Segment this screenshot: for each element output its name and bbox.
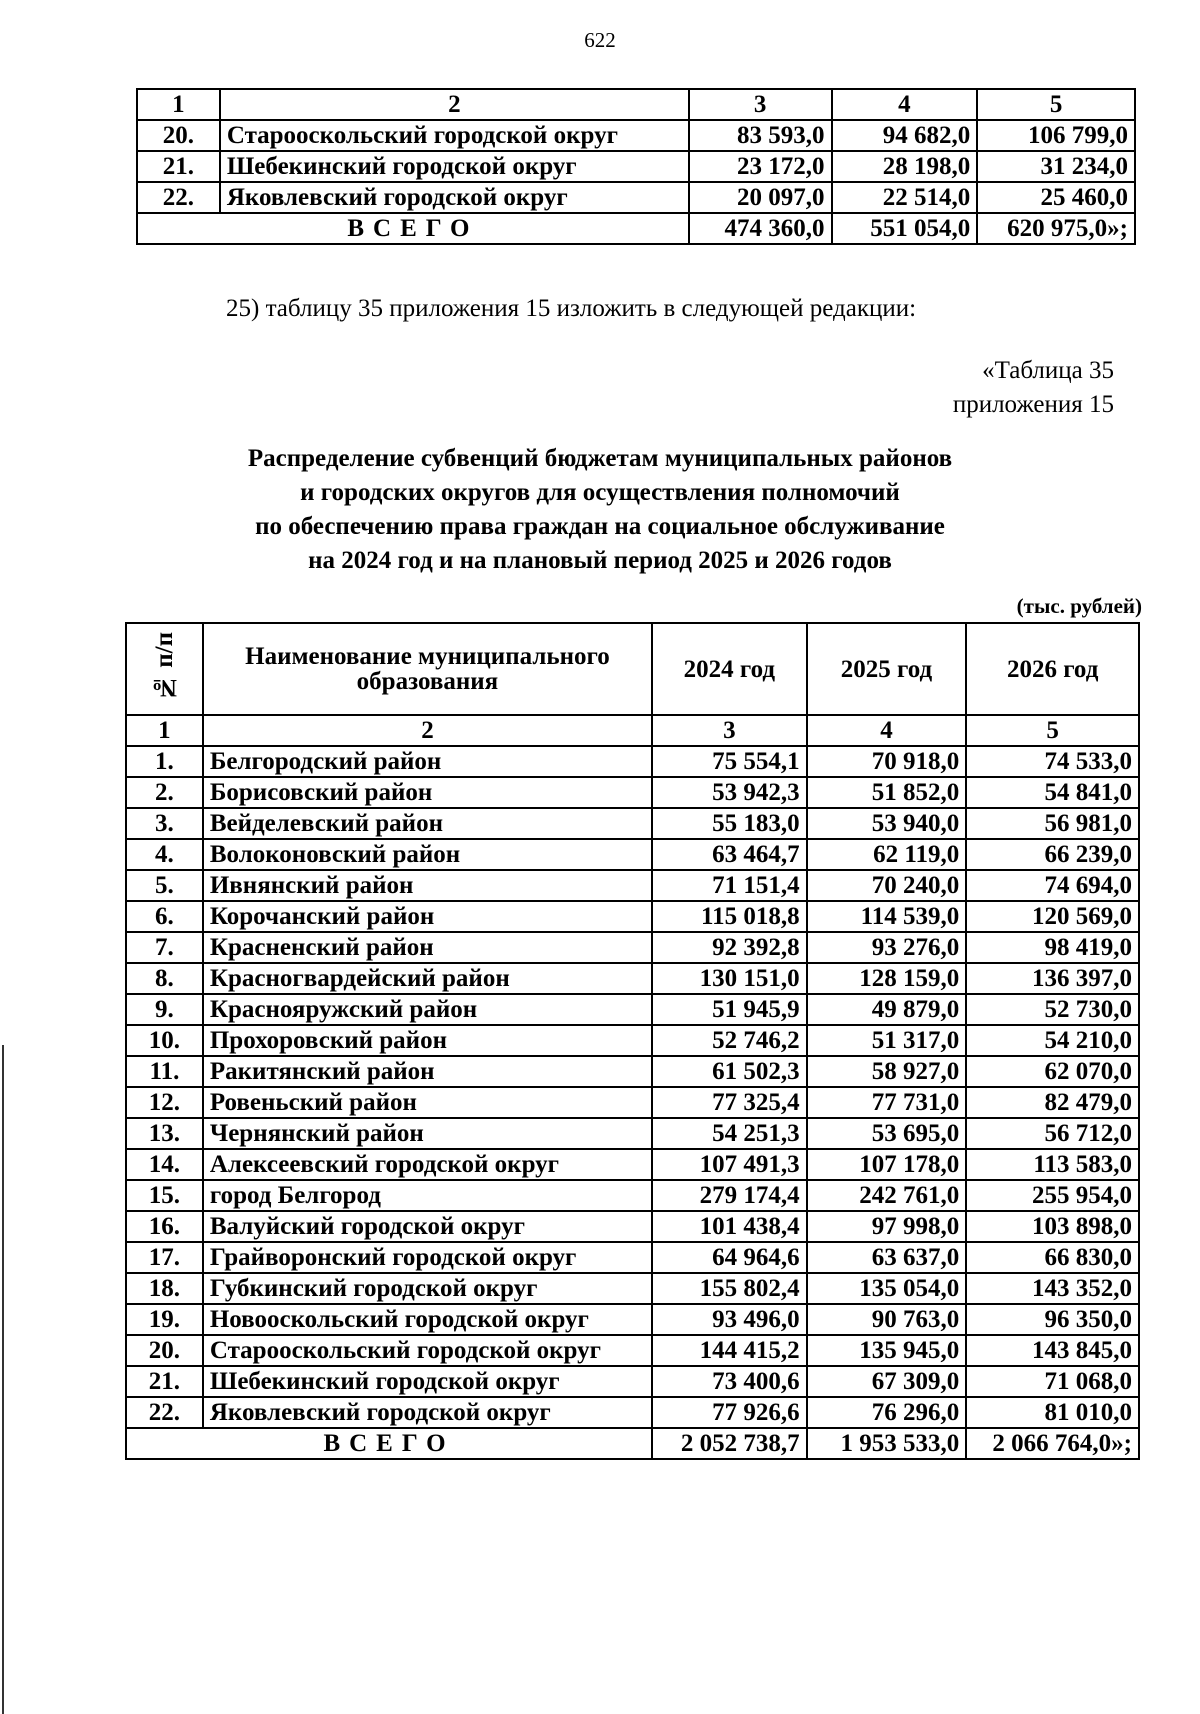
row-number: 15. bbox=[126, 1180, 203, 1211]
value-2026: 113 583,0 bbox=[966, 1149, 1139, 1180]
value-2025: 77 731,0 bbox=[807, 1087, 967, 1118]
header-cell: 2 bbox=[220, 89, 689, 120]
scan-margin-line bbox=[2, 1045, 4, 1714]
value-2026: 74 533,0 bbox=[966, 746, 1139, 777]
header-cell: 4 bbox=[832, 89, 978, 120]
value-2024: 279 174,4 bbox=[652, 1180, 807, 1211]
value-2024: 130 151,0 bbox=[652, 963, 807, 994]
total-row bbox=[137, 213, 1135, 244]
value-2026: 54 841,0 bbox=[966, 777, 1139, 808]
value-2026: 103 898,0 bbox=[966, 1211, 1139, 1242]
value-2026: 56 712,0 bbox=[966, 1118, 1139, 1149]
table-row bbox=[126, 1397, 1139, 1428]
row-number: 21. bbox=[126, 1366, 203, 1397]
row-number: 14. bbox=[126, 1149, 203, 1180]
municipality-name: Белгородский район bbox=[203, 746, 652, 777]
value-2024: 63 464,7 bbox=[652, 839, 807, 870]
title-line: на 2024 год и на плановый период 2025 и 2026 годов bbox=[308, 547, 892, 574]
row-number: 8. bbox=[126, 963, 203, 994]
table-row bbox=[126, 932, 1139, 963]
municipality-name: Валуйский городской округ bbox=[203, 1211, 652, 1242]
main-table-header-row bbox=[126, 623, 1139, 715]
top-table bbox=[136, 88, 1136, 245]
row-number: 22. bbox=[126, 1397, 203, 1428]
top-table-header-row bbox=[137, 89, 1135, 120]
table-row bbox=[126, 839, 1139, 870]
table-row bbox=[126, 901, 1139, 932]
row-number: 9. bbox=[126, 994, 203, 1025]
table-row bbox=[126, 777, 1139, 808]
title-line: и городских округов для осуществления полномочий bbox=[300, 479, 900, 506]
row-number: 20. bbox=[137, 120, 220, 151]
table-row bbox=[126, 1149, 1139, 1180]
value-2025: 70 918,0 bbox=[807, 746, 967, 777]
value-col4: 22 514,0 bbox=[832, 182, 978, 213]
title-line: Распределение субвенций бюджетам муниципальных районов bbox=[247, 445, 953, 472]
value-2024: 107 491,3 bbox=[652, 1149, 807, 1180]
value-2026: 120 569,0 bbox=[966, 901, 1139, 932]
header-number: № п/п bbox=[126, 623, 203, 715]
value-2025: 135 054,0 bbox=[807, 1273, 967, 1304]
header-name: Наименование муниципального образования bbox=[203, 623, 652, 715]
row-number: 19. bbox=[126, 1304, 203, 1335]
value-2026: 54 210,0 bbox=[966, 1025, 1139, 1056]
row-number: 7. bbox=[126, 932, 203, 963]
index-row bbox=[126, 715, 1139, 746]
value-2024: 52 746,2 bbox=[652, 1025, 807, 1056]
value-2026: 143 845,0 bbox=[966, 1335, 1139, 1366]
value-2024: 51 945,9 bbox=[652, 994, 807, 1025]
value-col4: 94 682,0 bbox=[832, 120, 978, 151]
row-number: 1. bbox=[126, 746, 203, 777]
value-2024: 101 438,4 bbox=[652, 1211, 807, 1242]
index-cell: 5 bbox=[966, 715, 1139, 746]
index-cell: 2 bbox=[203, 715, 652, 746]
table-row bbox=[126, 808, 1139, 839]
value-col4: 28 198,0 bbox=[832, 151, 978, 182]
row-number: 20. bbox=[126, 1335, 203, 1366]
value-2025: 97 998,0 bbox=[807, 1211, 967, 1242]
table-row bbox=[126, 1025, 1139, 1056]
row-number: 10. bbox=[126, 1025, 203, 1056]
value-2026: 56 981,0 bbox=[966, 808, 1139, 839]
document-title bbox=[0, 442, 1200, 578]
index-cell: 4 bbox=[807, 715, 967, 746]
table-row bbox=[126, 1056, 1139, 1087]
value-2025: 53 940,0 bbox=[807, 808, 967, 839]
municipality-name: Ровеньский район bbox=[203, 1087, 652, 1118]
municipality-name: Шебекинский городской округ bbox=[203, 1366, 652, 1397]
value-2025: 53 695,0 bbox=[807, 1118, 967, 1149]
row-number: 2. bbox=[126, 777, 203, 808]
municipality-name: город Белгород bbox=[203, 1180, 652, 1211]
total-col3: 474 360,0 bbox=[689, 213, 832, 244]
value-2026: 96 350,0 bbox=[966, 1304, 1139, 1335]
header-2025: 2025 год bbox=[807, 623, 967, 715]
row-number: 4. bbox=[126, 839, 203, 870]
row-number: 12. bbox=[126, 1087, 203, 1118]
caption-line: «Таблица 35 bbox=[982, 357, 1114, 384]
index-cell: 1 bbox=[126, 715, 203, 746]
caption-line: приложения 15 bbox=[952, 391, 1114, 418]
index-cell: 3 bbox=[652, 715, 807, 746]
value-2024: 61 502,3 bbox=[652, 1056, 807, 1087]
value-2026: 136 397,0 bbox=[966, 963, 1139, 994]
value-2024: 73 400,6 bbox=[652, 1366, 807, 1397]
value-2024: 144 415,2 bbox=[652, 1335, 807, 1366]
total-2025: 1 953 533,0 bbox=[807, 1428, 967, 1459]
header-2024: 2024 год bbox=[652, 623, 807, 715]
value-2025: 135 945,0 bbox=[807, 1335, 967, 1366]
value-2024: 53 942,3 bbox=[652, 777, 807, 808]
value-2025: 58 927,0 bbox=[807, 1056, 967, 1087]
municipality-name: Новооскольский городской округ bbox=[203, 1304, 652, 1335]
value-2024: 93 496,0 bbox=[652, 1304, 807, 1335]
value-2026: 81 010,0 bbox=[966, 1397, 1139, 1428]
row-number: 18. bbox=[126, 1273, 203, 1304]
table-caption bbox=[953, 354, 1114, 422]
value-2026: 74 694,0 bbox=[966, 870, 1139, 901]
municipality-name: Ракитянский район bbox=[203, 1056, 652, 1087]
value-2024: 64 964,6 bbox=[652, 1242, 807, 1273]
row-number: 11. bbox=[126, 1056, 203, 1087]
value-2025: 107 178,0 bbox=[807, 1149, 967, 1180]
value-2024: 77 926,6 bbox=[652, 1397, 807, 1428]
header-2026: 2026 год bbox=[966, 623, 1139, 715]
table-row bbox=[126, 1118, 1139, 1149]
municipality-name: Старооскольский городской округ bbox=[220, 120, 689, 151]
municipality-name: Корочанский район bbox=[203, 901, 652, 932]
title-line: по обеспечению права граждан на социальное обслуживание bbox=[255, 513, 945, 540]
value-2026: 255 954,0 bbox=[966, 1180, 1139, 1211]
value-2025: 62 119,0 bbox=[807, 839, 967, 870]
value-2024: 77 325,4 bbox=[652, 1087, 807, 1118]
value-col3: 20 097,0 bbox=[689, 182, 832, 213]
row-number: 21. bbox=[137, 151, 220, 182]
municipality-name: Яковлевский городской округ bbox=[220, 182, 689, 213]
total-col5: 620 975,0»; bbox=[977, 213, 1135, 244]
value-2025: 51 852,0 bbox=[807, 777, 967, 808]
table-row bbox=[126, 746, 1139, 777]
main-table bbox=[125, 622, 1140, 1460]
table-row bbox=[126, 994, 1139, 1025]
municipality-name: Красненский район bbox=[203, 932, 652, 963]
total-col4: 551 054,0 bbox=[832, 213, 978, 244]
municipality-name: Губкинский городской округ bbox=[203, 1273, 652, 1304]
table-row bbox=[137, 151, 1135, 182]
row-number: 6. bbox=[126, 901, 203, 932]
value-2024: 92 392,8 bbox=[652, 932, 807, 963]
amendment-instruction: 25) таблицу 35 приложения 15 изложить в следующей редакции: bbox=[226, 295, 917, 322]
municipality-name: Краснояружский район bbox=[203, 994, 652, 1025]
municipality-name: Алексеевский городской округ bbox=[203, 1149, 652, 1180]
value-2024: 71 151,4 bbox=[652, 870, 807, 901]
table-row bbox=[126, 870, 1139, 901]
municipality-name: Борисовский район bbox=[203, 777, 652, 808]
value-2026: 66 239,0 bbox=[966, 839, 1139, 870]
table-row bbox=[137, 120, 1135, 151]
table-row bbox=[126, 1366, 1139, 1397]
value-2024: 155 802,4 bbox=[652, 1273, 807, 1304]
table-row bbox=[126, 1273, 1139, 1304]
value-2025: 70 240,0 bbox=[807, 870, 967, 901]
value-2025: 49 879,0 bbox=[807, 994, 967, 1025]
value-2026: 66 830,0 bbox=[966, 1242, 1139, 1273]
total-row bbox=[126, 1428, 1139, 1459]
value-col5: 106 799,0 bbox=[977, 120, 1135, 151]
value-2025: 51 317,0 bbox=[807, 1025, 967, 1056]
value-2026: 62 070,0 bbox=[966, 1056, 1139, 1087]
row-number: 16. bbox=[126, 1211, 203, 1242]
table-row bbox=[126, 1242, 1139, 1273]
value-2026: 82 479,0 bbox=[966, 1087, 1139, 1118]
row-number: 3. bbox=[126, 808, 203, 839]
value-2024: 55 183,0 bbox=[652, 808, 807, 839]
municipality-name: Прохоровский район bbox=[203, 1025, 652, 1056]
value-2025: 90 763,0 bbox=[807, 1304, 967, 1335]
table-row bbox=[137, 182, 1135, 213]
table-row bbox=[126, 963, 1139, 994]
value-2026: 71 068,0 bbox=[966, 1366, 1139, 1397]
value-col5: 31 234,0 bbox=[977, 151, 1135, 182]
value-2025: 63 637,0 bbox=[807, 1242, 967, 1273]
municipality-name: Яковлевский городской округ bbox=[203, 1397, 652, 1428]
table-row bbox=[126, 1180, 1139, 1211]
value-2025: 67 309,0 bbox=[807, 1366, 967, 1397]
total-2024: 2 052 738,7 bbox=[652, 1428, 807, 1459]
value-2025: 93 276,0 bbox=[807, 932, 967, 963]
table-row bbox=[126, 1211, 1139, 1242]
header-cell: 3 bbox=[689, 89, 832, 120]
value-2025: 128 159,0 bbox=[807, 963, 967, 994]
units-label: (тыс. рублей) bbox=[1016, 594, 1142, 618]
municipality-name: Красногвардейский район bbox=[203, 963, 652, 994]
table-row bbox=[126, 1335, 1139, 1366]
value-2025: 76 296,0 bbox=[807, 1397, 967, 1428]
value-2026: 52 730,0 bbox=[966, 994, 1139, 1025]
total-2026: 2 066 764,0»; bbox=[966, 1428, 1139, 1459]
row-number: 5. bbox=[126, 870, 203, 901]
total-label: ВСЕГО bbox=[137, 213, 689, 244]
value-2024: 54 251,3 bbox=[652, 1118, 807, 1149]
municipality-name: Старооскольский городской округ bbox=[203, 1335, 652, 1366]
value-col3: 23 172,0 bbox=[689, 151, 832, 182]
municipality-name: Вейделевский район bbox=[203, 808, 652, 839]
value-col5: 25 460,0 bbox=[977, 182, 1135, 213]
value-2026: 143 352,0 bbox=[966, 1273, 1139, 1304]
row-number: 22. bbox=[137, 182, 220, 213]
header-cell: 5 bbox=[977, 89, 1135, 120]
row-number: 13. bbox=[126, 1118, 203, 1149]
row-number: 17. bbox=[126, 1242, 203, 1273]
value-2024: 75 554,1 bbox=[652, 746, 807, 777]
municipality-name: Шебекинский городской округ bbox=[220, 151, 689, 182]
municipality-name: Чернянский район bbox=[203, 1118, 652, 1149]
value-2026: 98 419,0 bbox=[966, 932, 1139, 963]
header-cell: 1 bbox=[137, 89, 220, 120]
value-2025: 114 539,0 bbox=[807, 901, 967, 932]
table-row bbox=[126, 1087, 1139, 1118]
value-2024: 115 018,8 bbox=[652, 901, 807, 932]
value-col3: 83 593,0 bbox=[689, 120, 832, 151]
value-2025: 242 761,0 bbox=[807, 1180, 967, 1211]
table-row bbox=[126, 1304, 1139, 1335]
municipality-name: Ивнянский район bbox=[203, 870, 652, 901]
municipality-name: Грайворонский городской округ bbox=[203, 1242, 652, 1273]
municipality-name: Волоконовский район bbox=[203, 839, 652, 870]
total-label: ВСЕГО bbox=[126, 1428, 652, 1459]
page-number: 622 bbox=[584, 28, 616, 52]
